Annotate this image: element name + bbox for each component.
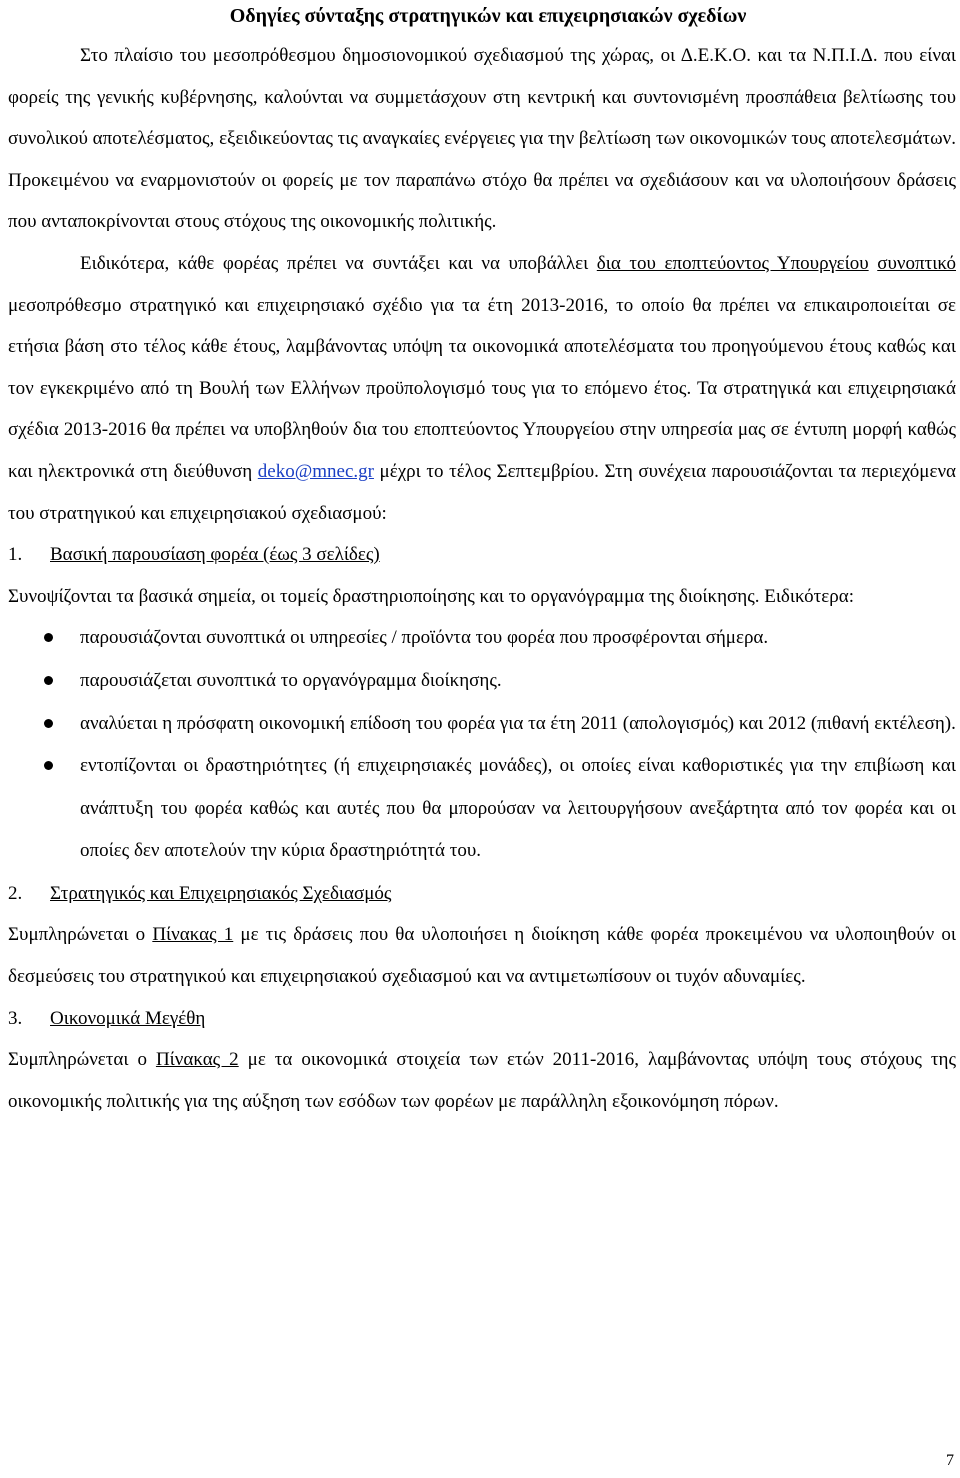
section-2-body-text-b: με τις δράσεις που θα υλοποιήσει η διοίκηση κάθε φορέα προκειμένου να υλοποιηθούν οι δεσμεύσεις του στρατηγικού και επιχειρησιακού σχεδιασμού και να αντιμετωπίσουν οι τυχόν αδυναμίες. — [8, 924, 956, 988]
bullet-text: εντοπίζονται οι δραστηριότητες (ή επιχειρησιακές μονάδες), οι οποίες είναι καθοριστικές για την επιβίωση και ανάπτυξη του φορέα καθώς και αυτές που θα μπορούσαν να λειτουργήσουν ανεξάρτητα από τον φορέα και οι οποίες δεν αποτελούν την κύρια δραστηριότητά του. — [80, 755, 956, 862]
bullet-dot-icon — [44, 761, 53, 770]
section-2-body-text-a: Συμπληρώνεται ο — [8, 924, 153, 946]
section-3-body-text-b: με τα οικονομικά στοιχεία των ετών 2011-2016, λαμβάνοντας υπόψη τους στόχους της οικονομικής πολιτικής για της αύξηση των εσόδων των φορέων με παράλληλη εξοικονόμηση πόρων. — [8, 1049, 956, 1112]
supervising-ministry-underline: δια του εποπτεύοντος Υπουργείου — [596, 252, 869, 274]
section-2-title: Στρατηγικός και Επιχειρησιακός Σχεδιασμός — [50, 882, 392, 904]
section-1-number: 1. — [8, 544, 23, 566]
document-page — [8, 0, 956, 1122]
section-1-body: Συνοψίζονται τα βασικά σημεία, οι τομείς δραστηριοποίησης και το οργανόγραμμα της διοίκησης. Ειδικότερα: — [8, 585, 854, 607]
email-link[interactable]: deko@mnec.gr — [257, 460, 374, 482]
bullet-text: αναλύεται η πρόσφατη οικονομική επίδοση του φορέα για τα έτη 2011 (απολογισμός) και 2012 (πιθανή εκτέλεση). — [80, 712, 956, 734]
details-paragraph — [8, 243, 956, 534]
section-3-number: 3. — [8, 1007, 23, 1029]
section-1-title: Βασική παρουσίαση φορέα (έως 3 σελίδες) — [50, 544, 380, 566]
bullet-item — [8, 660, 956, 703]
section-1-heading — [8, 534, 956, 576]
section-1-bullet-list — [8, 617, 956, 873]
section-3-heading — [8, 998, 956, 1040]
bullet-text: παρουσιάζονται συνοπτικά οι υπηρεσίες / προϊόντα του φορέα που προσφέρονται σήμερα. — [80, 627, 769, 649]
details-text-b — [869, 253, 878, 274]
bullet-text: παρουσιάζεται συνοπτικά το οργανόγραμμα διοίκησης. — [80, 669, 502, 691]
page-number: 7 — [946, 1452, 954, 1469]
details-text-a: Ειδικότερα, κάθε φορέας πρέπει να συντάξει και να υποβάλλει — [80, 252, 597, 274]
section-2-number: 2. — [8, 882, 23, 904]
bullet-dot-icon — [44, 633, 53, 642]
details-text-c: μεσοπρόθεσμο στρατηγικό και επιχειρησιακό σχέδιο για τα έτη 2013-2016, το οποίο θα πρέπει να επικαιροποιείται σε ετήσια βάση στο τέλος κάθε έτους, λαμβάνοντας υπόψη τα οικονομικά αποτελέσματα του προηγούμενου έτους καθώς και τον εγκεκριμένο από τη Βουλή των Ελλήνων προϋπολογισμό τους για το επόμενο έτος. Τα στρατηγικά και επιχειρησιακά σχέδια 2013-2016 θα πρέπει να υποβληθούν δια του εποπτεύοντος Υπουργείου στην υπηρεσία μας σε έντυπη μορφή καθώς και ηλεκτρονικά στη διεύθυνση — [8, 294, 956, 482]
bullet-dot-icon — [44, 676, 53, 685]
concise-underline: συνοπτικό — [877, 252, 956, 274]
bullet-dot-icon — [44, 719, 53, 728]
intro-paragraph: Στο πλαίσιο του μεσοπρόθεσμου δημοσιονομικού σχεδιασμού της χώρας, οι Δ.Ε.Κ.Ο. και τα Ν.Π.Ι.Δ. που είναι φορείς της γενικής κυβέρνησης, καλούνται να συμμετάσχουν στη κεντρική και συντονισμένη προσπάθεια βελτίωσης του συνολικού αποτελέσματος, εξειδικεύοντας τις αναγκαίες ενέργειες για την βελτίωση των οικονομικών τους αποτελεσμάτων. Προκειμένου να εναρμονιστούν οι φορείς με τον παραπάνω στόχο θα πρέπει να σχεδιάσουν και να υλοποιήσουν δράσεις που ανταποκρίνονται στους στόχους της οικονομικής πολιτικής. — [8, 45, 956, 233]
bullet-item — [8, 617, 956, 660]
table-1-reference: Πίνακας 1 — [152, 924, 234, 946]
bullet-item — [8, 703, 956, 746]
document-title: Οδηγίες σύνταξης στρατηγικών και επιχειρησιακών σχεδίων — [229, 5, 747, 27]
details-text-d: μέχρι το τέλος Σεπτεμβρίου. Στη συνέχεια παρουσιάζονται τα περιεχόμενα του στρατηγικού και επιχειρησιακού σχεδιασμού: — [8, 460, 956, 524]
bullet-item — [8, 745, 956, 873]
section-2-heading — [8, 873, 956, 915]
section-3-body — [8, 1039, 956, 1122]
section-2-body — [8, 914, 956, 997]
section-3-title: Οικονομικά Μεγέθη — [50, 1007, 206, 1029]
table-2-reference: Πίνακας 2 — [155, 1049, 239, 1071]
section-3-body-text-a: Συμπληρώνεται ο — [8, 1049, 156, 1071]
